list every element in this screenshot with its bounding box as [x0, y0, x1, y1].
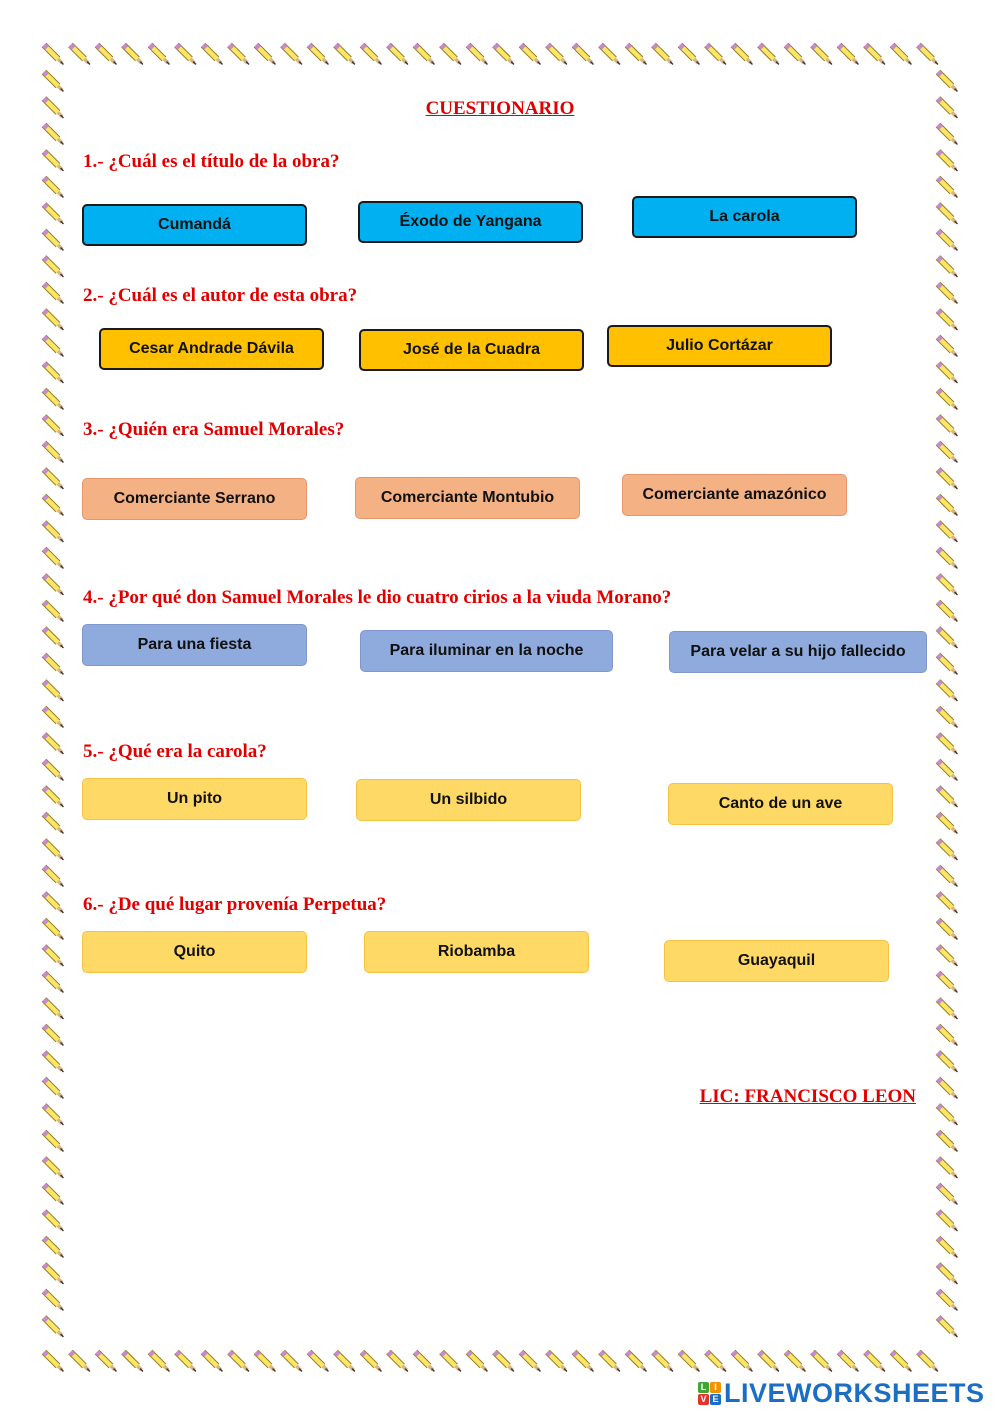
q1-option-cumanda[interactable]: Cumandá [82, 204, 307, 246]
pencil-icon [203, 45, 222, 64]
pencil-icon [44, 337, 63, 356]
pencil-icon [44, 947, 63, 966]
pencil-icon [44, 602, 63, 621]
pencil-icon [44, 72, 63, 91]
pencil-icon [786, 1352, 805, 1371]
pencil-icon [44, 417, 63, 436]
pencil-icon [786, 45, 805, 64]
q2-option-julio-cortazar[interactable]: Julio Cortázar [607, 325, 832, 367]
pencil-icon [938, 576, 957, 595]
pencil-icon [44, 1132, 63, 1151]
question-2-text: 2.- ¿Cuál es el autor de esta obra? [83, 285, 358, 306]
pencil-icon [71, 1352, 90, 1371]
pencil-icon [813, 45, 832, 64]
pencil-icon [938, 1132, 957, 1151]
pencil-icon [203, 1352, 222, 1371]
pencil-icon [256, 1352, 275, 1371]
pencil-icon [256, 45, 275, 64]
q1-option-exodo-de-yangana[interactable]: Éxodo de Yangana [358, 201, 583, 243]
pencil-icon [892, 45, 911, 64]
pencil-icon [938, 390, 957, 409]
pencil-icon [866, 1352, 885, 1371]
pencil-icon [44, 841, 63, 860]
pencil-icon [938, 1079, 957, 1098]
pencil-icon [44, 1000, 63, 1019]
pencil-icon [938, 443, 957, 462]
question-5-text: 5.- ¿Qué era la carola? [83, 741, 267, 762]
pencil-icon [938, 841, 957, 860]
pencil-icon [44, 1185, 63, 1204]
pencil-icon [44, 125, 63, 144]
pencil-icon [44, 920, 63, 939]
pencil-icon [938, 682, 957, 701]
q1-option-la-carola[interactable]: La carola [632, 196, 857, 238]
pencil-icon [938, 1053, 957, 1072]
pencil-icon [760, 1352, 779, 1371]
pencil-icon [938, 470, 957, 489]
liveworksheets-logo[interactable] [698, 1376, 985, 1410]
pencil-icon [309, 45, 328, 64]
pencil-icon [124, 45, 143, 64]
pencil-icon [733, 1352, 752, 1371]
pencil-icon [44, 284, 63, 303]
pencil-icon [938, 496, 957, 515]
pencil-icon [938, 72, 957, 91]
pencil-icon [44, 311, 63, 330]
pencil-icon [938, 337, 957, 356]
pencil-icon [44, 364, 63, 383]
pencil-icon [124, 1352, 143, 1371]
pencil-icon [336, 1352, 355, 1371]
pencil-icon [468, 45, 487, 64]
pencil-icon [389, 45, 408, 64]
pencil-icon [521, 1352, 540, 1371]
question-3-text: 3.- ¿Quién era Samuel Morales? [83, 419, 345, 440]
pencil-icon [177, 45, 196, 64]
pencil-icon [44, 178, 63, 197]
pencil-icon [892, 1352, 911, 1371]
pencil-icon [627, 45, 646, 64]
pencil-icon [938, 761, 957, 780]
q3-option-comerciante-amazonico[interactable]: Comerciante amazónico [622, 474, 847, 516]
pencil-icon [680, 45, 699, 64]
question-6-text: 6.- ¿De qué lugar provenía Perpetua? [83, 894, 387, 915]
pencil-icon [44, 867, 63, 886]
pencil-icon [733, 45, 752, 64]
pencil-icon [44, 443, 63, 462]
pencil-icon [866, 45, 885, 64]
pencil-icon [97, 1352, 116, 1371]
pencil-icon [44, 523, 63, 542]
pencil-icon [44, 258, 63, 277]
pencil-icon [938, 1212, 957, 1231]
pencil-icon [44, 1026, 63, 1045]
pencil-icon [44, 576, 63, 595]
q5-option-un-pito[interactable]: Un pito [82, 778, 307, 820]
pencil-icon [71, 45, 90, 64]
pencil-icon [97, 45, 116, 64]
pencil-icon [938, 894, 957, 913]
pencil-icon [938, 1265, 957, 1284]
pencil-icon [44, 45, 63, 64]
logo-letter-l: L [698, 1382, 709, 1393]
pencil-icon [150, 45, 169, 64]
pencil-icon [336, 45, 355, 64]
pencil-icon [938, 973, 957, 992]
pencil-icon [230, 45, 249, 64]
pencil-icon [601, 45, 620, 64]
pencil-icon [938, 1185, 957, 1204]
pencil-icon [938, 125, 957, 144]
pencil-icon [362, 1352, 381, 1371]
pencil-icon [654, 1352, 673, 1371]
pencil-icon [44, 1238, 63, 1257]
pencil-icon [44, 1265, 63, 1284]
pencil-icon [938, 205, 957, 224]
pencil-icon [362, 45, 381, 64]
pencil-icon [44, 152, 63, 171]
pencil-icon [938, 1000, 957, 1019]
q4-option-para-velar-a-su-hijo-fallecido[interactable]: Para velar a su hijo fallecido [669, 631, 927, 673]
pencil-icon [309, 1352, 328, 1371]
pencil-icon [44, 735, 63, 754]
q2-option-cesar-andrade-davila[interactable]: Cesar Andrade Dávila [99, 328, 324, 370]
liveworksheets-logo-text: LIVEWORKSHEETS [724, 1377, 985, 1408]
pencil-icon [44, 1079, 63, 1098]
pencil-icon [495, 1352, 514, 1371]
q6-option-quito[interactable]: Quito [82, 931, 307, 973]
pencil-icon [938, 231, 957, 250]
pencil-icon [150, 1352, 169, 1371]
pencil-icon [938, 1026, 957, 1045]
pencil-icon [839, 45, 858, 64]
pencil-icon [415, 45, 434, 64]
pencil-icon [627, 1352, 646, 1371]
pencil-icon [44, 1159, 63, 1178]
pencil-icon [938, 417, 957, 436]
pencil-icon [938, 655, 957, 674]
pencil-icon [938, 867, 957, 886]
pencil-icon [415, 1352, 434, 1371]
pencil-icon [521, 45, 540, 64]
pencil-icon [44, 973, 63, 992]
pencil-icon [442, 45, 461, 64]
pencil-icon [938, 947, 957, 966]
pencil-icon [44, 1318, 63, 1337]
pencil-icon [283, 1352, 302, 1371]
liveworksheets-logo-icon [698, 1382, 721, 1405]
pencil-icon [44, 788, 63, 807]
pencil-icon [938, 284, 957, 303]
pencil-icon [44, 655, 63, 674]
pencil-icon [44, 549, 63, 568]
pencil-icon [44, 231, 63, 250]
logo-letter-i: I [710, 1382, 721, 1393]
pencil-icon [938, 788, 957, 807]
pencil-icon [548, 1352, 567, 1371]
pencil-icon [839, 1352, 858, 1371]
pencil-icon [389, 1352, 408, 1371]
pencil-icon [938, 708, 957, 727]
pencil-icon [938, 364, 957, 383]
pencil-icon [177, 1352, 196, 1371]
pencil-icon [283, 45, 302, 64]
pencil-icon [44, 761, 63, 780]
pencil-icon [44, 894, 63, 913]
pencil-icon [44, 1106, 63, 1125]
worksheet-title: CUESTIONARIO [425, 98, 575, 119]
q4-option-para-una-fiesta[interactable]: Para una fiesta [82, 624, 307, 666]
pencil-icon [230, 1352, 249, 1371]
pencil-icon [938, 178, 957, 197]
q4-option-para-iluminar-en-la-noche[interactable]: Para iluminar en la noche [360, 630, 613, 672]
pencil-icon [919, 1352, 938, 1371]
pencil-icon [548, 45, 567, 64]
pencil-icon [44, 629, 63, 648]
pencil-icon [938, 523, 957, 542]
logo-letter-v: V [698, 1394, 709, 1405]
pencil-icon [574, 1352, 593, 1371]
pencil-icon [44, 205, 63, 224]
pencil-icon [938, 602, 957, 621]
pencil-icon [938, 1291, 957, 1310]
pencil-icon [44, 470, 63, 489]
pencil-icon [938, 1318, 957, 1337]
pencil-icon [938, 1106, 957, 1125]
pencil-icon [813, 1352, 832, 1371]
pencil-icon [601, 1352, 620, 1371]
pencil-icon [44, 1352, 63, 1371]
q3-option-comerciante-serrano[interactable]: Comerciante Serrano [82, 478, 307, 520]
logo-letter-e: E [710, 1394, 721, 1405]
pencil-icon [938, 152, 957, 171]
pencil-icon [442, 1352, 461, 1371]
pencil-icon [938, 258, 957, 277]
q2-option-jose-de-la-cuadra[interactable]: José de la Cuadra [359, 329, 584, 371]
q6-option-guayaquil[interactable]: Guayaquil [664, 940, 889, 982]
pencil-icon [44, 708, 63, 727]
pencil-icon [44, 682, 63, 701]
q5-option-canto-de-un-ave[interactable]: Canto de un ave [668, 783, 893, 825]
pencil-icon [44, 1212, 63, 1231]
pencil-icon [44, 814, 63, 833]
pencil-icon [938, 814, 957, 833]
q3-option-comerciante-montubio[interactable]: Comerciante Montubio [355, 477, 580, 519]
pencil-icon [938, 629, 957, 648]
pencil-icon [938, 735, 957, 754]
pencil-icon [44, 1291, 63, 1310]
pencil-icon [938, 549, 957, 568]
pencil-icon [44, 496, 63, 515]
pencil-icon [495, 45, 514, 64]
question-4-text: 4.- ¿Por qué don Samuel Morales le dio cuatro cirios a la viuda Morano? [83, 587, 672, 608]
pencil-icon [44, 1053, 63, 1072]
pencil-icon [574, 45, 593, 64]
q6-option-riobamba[interactable]: Riobamba [364, 931, 589, 973]
pencil-icon [680, 1352, 699, 1371]
pencil-icon [938, 1238, 957, 1257]
teacher-signature: LIC: FRANCISCO LEON [699, 1086, 916, 1107]
pencil-icon [654, 45, 673, 64]
question-1-text: 1.- ¿Cuál es el título de la obra? [83, 151, 340, 172]
pencil-icon [44, 390, 63, 409]
q5-option-un-silbido[interactable]: Un silbido [356, 779, 581, 821]
pencil-icon [468, 1352, 487, 1371]
pencil-icon [938, 920, 957, 939]
pencil-icon [707, 1352, 726, 1371]
pencil-icon [938, 311, 957, 330]
pencil-icon [760, 45, 779, 64]
pencil-icon [938, 1159, 957, 1178]
pencil-icon [707, 45, 726, 64]
pencil-icon [919, 45, 938, 64]
